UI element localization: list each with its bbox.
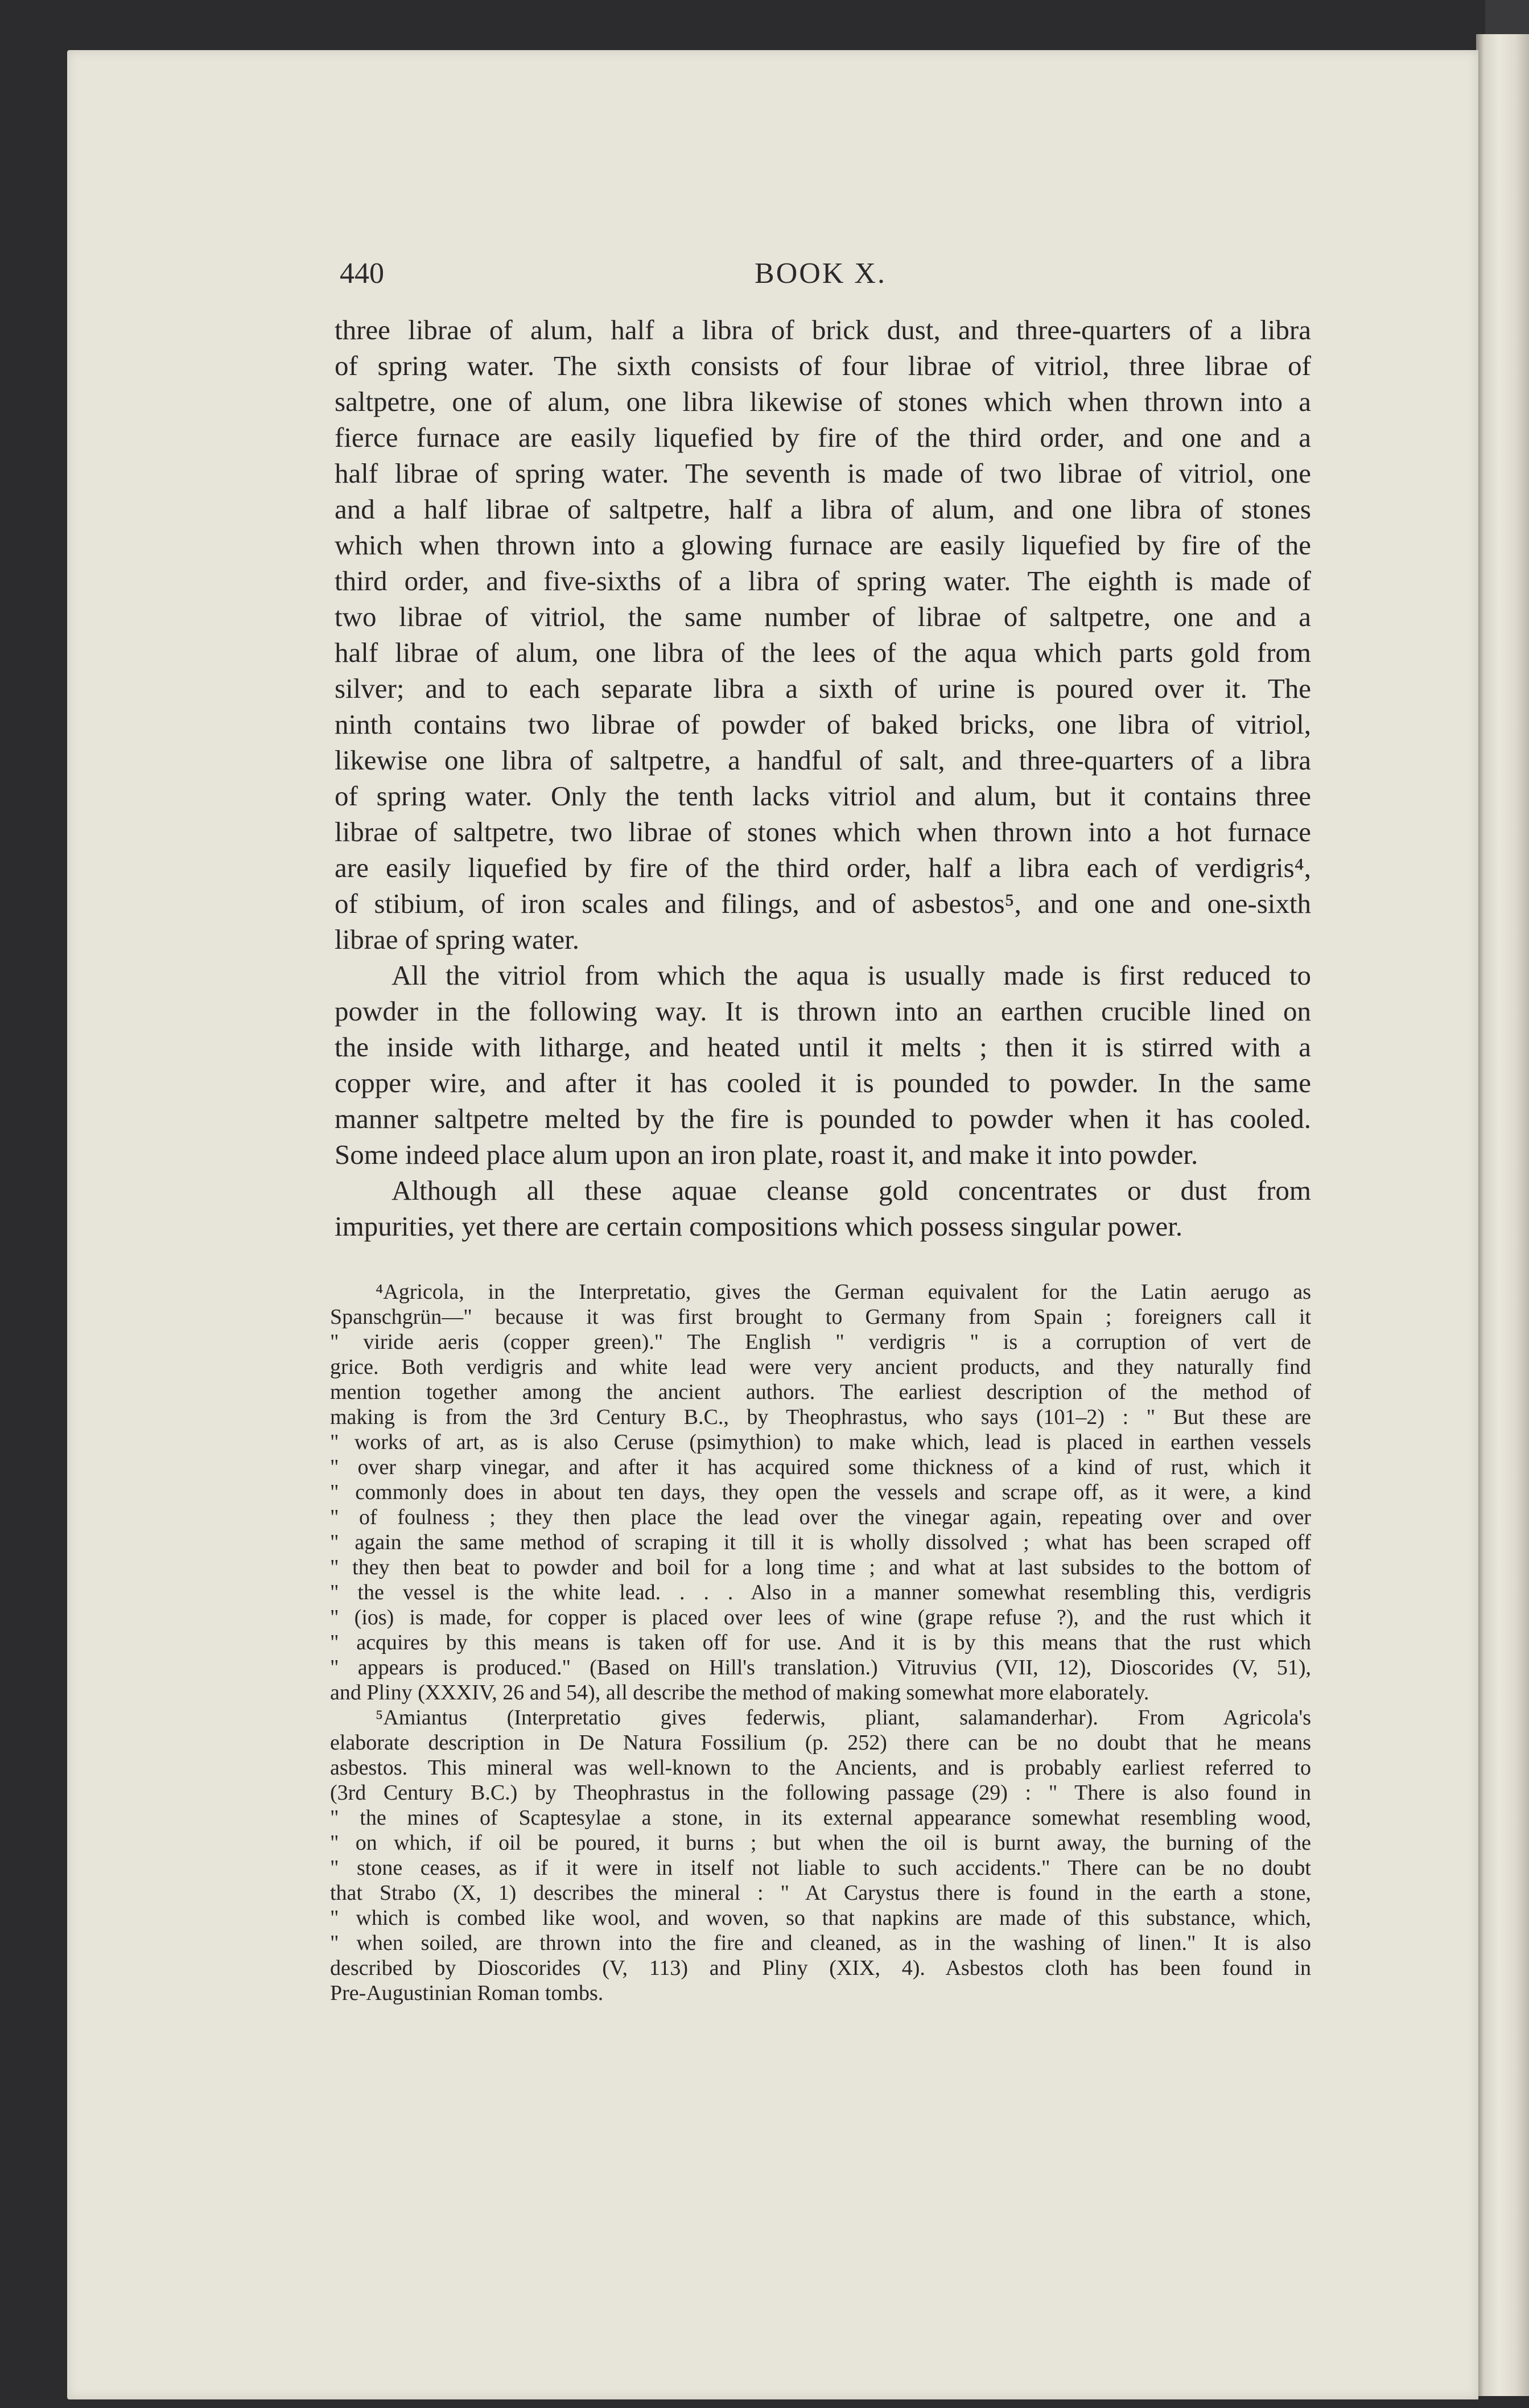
footnote-4-line: ⁴Agricola, in the Interpretatio, gives the German equivalent for the Latin aerugo as <box>376 1280 1311 1304</box>
paragraph-2-line: Some indeed place alum upon an iron plate, roast it, and make it into powder. <box>335 1139 1198 1170</box>
footnotes <box>330 1279 1311 2006</box>
footnote-5-line: asbestos. This mineral was well-known to the Ancients, and is probably earliest referred to <box>330 1756 1311 1780</box>
paragraph-1-line: librae of spring water. <box>335 924 579 955</box>
footnote-4-line: " over sharp vinegar, and after it has acquired some thickness of a kind of rust, which it <box>330 1455 1311 1479</box>
footnote-5-line: " when soiled, are thrown into the fire and cleaned, as in the washing of linen." It is also <box>330 1931 1311 1955</box>
paragraph-1-line: ninth contains two librae of powder of baked bricks, one libra of vitriol, <box>335 709 1311 740</box>
main-text <box>335 312 1311 1244</box>
paragraph-1-line: are easily liquefied by fire of the third order, half a libra each of verdigris⁴, <box>335 852 1311 883</box>
paragraph-1-line: librae of saltpetre, two librae of stones which when thrown into a hot furnace <box>335 816 1311 847</box>
paragraph-3-line: impurities, yet there are certain compositions which possess singular power. <box>335 1211 1183 1242</box>
footnote-4-line: and Pliny (XXXIV, 26 and 54), all describe the method of making somewhat more elaborately. <box>330 1681 1149 1705</box>
paragraph-2-line: manner saltpetre melted by the fire is pounded to powder when it has cooled. <box>335 1103 1311 1134</box>
paragraph-2-line: copper wire, and after it has cooled it is pounded to powder. In the same <box>335 1067 1311 1098</box>
footnote-4-line: making is from the 3rd Century B.C., by Theophrastus, who says (101–2) : " But these are <box>330 1405 1311 1429</box>
paragraph-2 <box>335 957 1311 1172</box>
paragraph-2-line: All the vitriol from which the aqua is usually made is first reduced to <box>391 960 1311 991</box>
footnote-5-line: ⁵Amiantus (Interpretatio gives federwis, pliant, salamanderhar). From Agricola's <box>376 1706 1311 1730</box>
paragraph-1-line: half librae of alum, one libra of the lees of the aqua which parts gold from <box>335 637 1311 668</box>
paragraph-1-line: silver; and to each separate libra a sixth of urine is poured over it. The <box>335 673 1311 704</box>
footnote-5-line: " the mines of Scaptesylae a stone, in its external appearance somewhat resembling wood, <box>330 1806 1311 1830</box>
paragraph-2-line: the inside with litharge, and heated until it melts ; then it is stirred with a <box>335 1031 1311 1063</box>
footnote-4 <box>330 1279 1311 1705</box>
scan-background-strip <box>1485 0 1529 34</box>
paragraph-1-line: third order, and five-sixths of a libra of spring water. The eighth is made of <box>335 565 1311 596</box>
paragraph-1-line: likewise one libra of saltpetre, a handful of salt, and three-quarters of a libra <box>335 744 1311 776</box>
footnote-4-line: " commonly does in about ten days, they open the vessels and scrape off, as it were, a kind <box>330 1480 1311 1504</box>
paragraph-1-line: half librae of spring water. The seventh is made of two librae of vitriol, one <box>335 458 1311 489</box>
paragraph-1-line: two librae of vitriol, the same number of librae of saltpetre, one and a <box>335 601 1311 632</box>
paragraph-1-line: of spring water. The sixth consists of four librae of vitriol, three librae of <box>335 350 1311 381</box>
page-header <box>340 257 1301 294</box>
footnote-5-line: described by Dioscorides (V, 113) and Pliny (XIX, 4). Asbestos cloth has been found in <box>330 1956 1311 1980</box>
footnote-4-line: " again the same method of scraping it till it is wholly dissolved ; what has been scraped off <box>330 1530 1311 1554</box>
paragraph-1-line: three librae of alum, half a libra of brick dust, and three-quarters of a libra <box>335 314 1311 345</box>
paragraph-1 <box>335 312 1311 957</box>
paragraph-1-line: of stibium, of iron scales and filings, and of asbestos⁵, and one and one-sixth <box>335 888 1311 919</box>
footnote-4-line: " works of art, as is also Ceruse (psimythion) to make which, lead is placed in earthen vessels <box>330 1430 1311 1454</box>
footnote-4-line: " the vessel is the white lead. . . . Also in a manner somewhat resembling this, verdigris <box>330 1580 1311 1604</box>
paragraph-1-line: saltpetre, one of alum, one libra likewise of stones which when thrown into a <box>335 386 1311 417</box>
footnote-5-line: " on which, if oil be poured, it burns ; but when the oil is burnt away, the burning of the <box>330 1831 1311 1855</box>
paragraph-3 <box>335 1172 1311 1244</box>
facing-page-edge <box>1476 34 1529 2396</box>
footnote-5-line: (3rd Century B.C.) by Theophrastus in the following passage (29) : " There is also found in <box>330 1781 1311 1805</box>
footnote-5-line: " which is combed like wool, and woven, so that napkins are made of this substance, which, <box>330 1906 1311 1930</box>
footnote-5-line: that Strabo (X, 1) describes the mineral : " At Carystus there is found in the earth a stone, <box>330 1881 1311 1905</box>
paragraph-1-line: fierce furnace are easily liquefied by fire of the third order, and one and a <box>335 422 1311 453</box>
running-head: BOOK X. <box>755 257 887 290</box>
paragraph-3-line: Although all these aquae cleanse gold concentrates or dust from <box>391 1175 1311 1206</box>
paragraph-1-line: which when thrown into a glowing furnace are easily liquefied by fire of the <box>335 529 1311 561</box>
footnote-4-line: " acquires by this means is taken off for use. And it is by this means that the rust which <box>330 1631 1311 1654</box>
paragraph-2-line: powder in the following way. It is thrown into an earthen crucible lined on <box>335 995 1311 1027</box>
footnote-4-line: " appears is produced." (Based on Hill's translation.) Vitruvius (VII, 12), Dioscorides (V, 51), <box>330 1656 1311 1680</box>
footnote-5-line: elaborate description in De Natura Fossilium (p. 252) there can be no doubt that he means <box>330 1731 1311 1755</box>
page-number: 440 <box>340 257 384 290</box>
paragraph-1-line: of spring water. Only the tenth lacks vitriol and alum, but it contains three <box>335 780 1311 812</box>
paragraph-1-line: and a half librae of saltpetre, half a libra of alum, and one libra of stones <box>335 493 1311 525</box>
footnote-5-line: " stone ceases, as if it were in itself not liable to such accidents." There can be no doubt <box>330 1856 1311 1880</box>
footnote-4-line: " of foulness ; they then place the lead over the vinegar again, repeating over and over <box>330 1505 1311 1529</box>
footnote-4-line: " viride aeris (copper green)." The English " verdigris " is a corruption of vert de <box>330 1330 1311 1354</box>
footnote-5 <box>330 1705 1311 2006</box>
footnote-4-line: grice. Both verdigris and white lead were very ancient products, and they naturally find <box>330 1355 1311 1379</box>
footnote-4-line: " they then beat to powder and boil for a long time ; and what at last subsides to the bottom of <box>330 1555 1311 1579</box>
footnote-4-line: mention together among the ancient authors. The earliest description of the method of <box>330 1380 1311 1404</box>
footnote-4-line: " (ios) is made, for copper is placed over lees of wine (grape refuse ?), and the rust which it <box>330 1606 1311 1629</box>
footnote-5-line: Pre-Augustinian Roman tombs. <box>330 1981 604 2005</box>
footnote-4-line: Spanschgrün—" because it was first brought to Germany from Spain ; foreigners call it <box>330 1305 1311 1329</box>
